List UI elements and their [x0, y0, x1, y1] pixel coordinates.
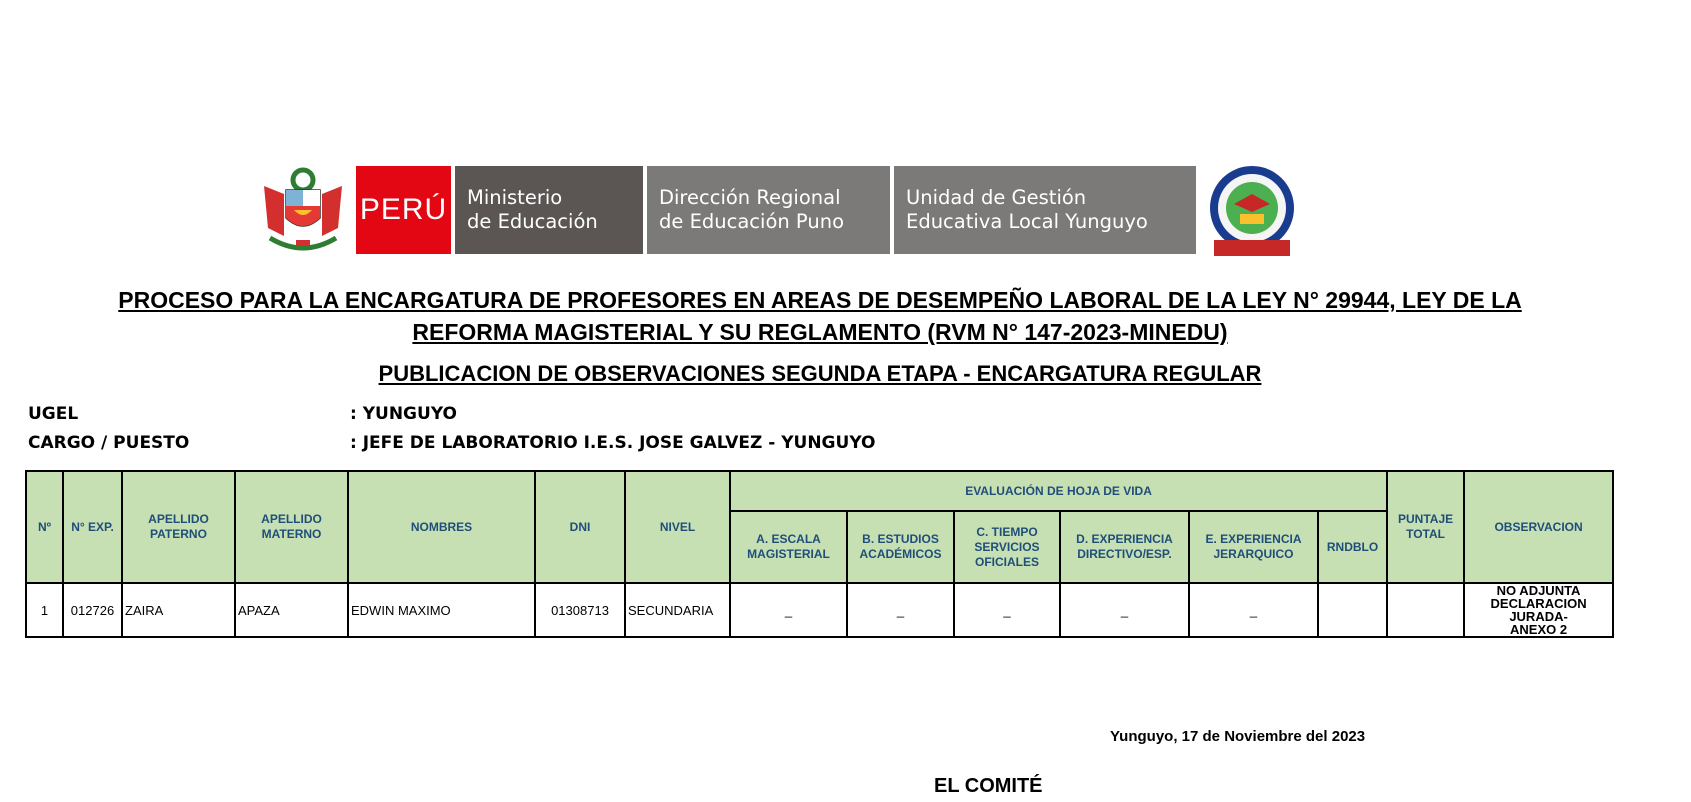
cell-estudios: _	[847, 583, 954, 637]
footer-date: Yunguyo, 17 de Noviembre del 2023	[1110, 728, 1366, 745]
table-row	[26, 583, 1613, 637]
header-nombres: NOMBRES	[348, 471, 535, 583]
header-puntaje	[1387, 471, 1464, 583]
header-directivo-1: D. EXPERIENCIA	[1076, 532, 1173, 546]
header-estudios-2: ACADÉMICOS	[859, 547, 942, 561]
ugel-unit-line-1: Unidad de Gestión	[906, 186, 1087, 209]
cell-directivo: _	[1060, 583, 1189, 637]
header-rndblo: RNDBLO	[1318, 511, 1387, 583]
header-exp: N° EXP.	[63, 471, 122, 583]
ugel-yunguyo-logo-icon	[1204, 164, 1300, 258]
header-estudios-1: B. ESTUDIOS	[862, 532, 939, 546]
header-tiempo-2: SERVICIOS	[974, 539, 1040, 554]
header-jerarquico	[1189, 511, 1318, 583]
header-jerarquico-1: E. EXPERIENCIA	[1205, 532, 1302, 546]
cell-paterno: ZAIRA	[122, 583, 235, 637]
header-puntaje-2: TOTAL	[1406, 527, 1445, 541]
header-observacion: OBSERVACION	[1464, 471, 1613, 583]
ministry-line-2: de Educación	[467, 210, 598, 233]
header-tiempo	[954, 511, 1060, 583]
main-title-line-1: PROCESO PARA LA ENCARGATURA DE PROFESORES EN AREAS DE DESEMPEÑO LABORAL DE LA LEY N° 29944, LEY DE LA	[118, 287, 1522, 313]
cell-exp: 012726	[63, 583, 122, 637]
header-escala-1: A. ESCALA	[756, 532, 821, 546]
main-title-line-2: REFORMA MAGISTERIAL Y SU REGLAMENTO (RVM N° 147-2023-MINEDU)	[412, 319, 1228, 345]
cargo-label: CARGO / PUESTO	[28, 433, 190, 453]
header-materno	[235, 471, 348, 583]
header-tiempo-3: OFICIALES	[974, 554, 1039, 569]
regional-line-2: de Educación Puno	[659, 210, 844, 233]
obs-line-1: NO ADJUNTA	[1496, 583, 1581, 598]
ministry-line-1: Ministerio	[467, 186, 563, 209]
header-directivo	[1060, 511, 1189, 583]
cell-nombres: EDWIN MAXIMO	[348, 583, 535, 637]
obs-line-2: DECLARACION JURADA-	[1490, 596, 1587, 624]
header-nivel: NIVEL	[625, 471, 730, 583]
header-materno-2: MATERNO	[261, 527, 322, 541]
cell-nivel: SECUNDARIA	[625, 583, 730, 637]
results-table	[25, 470, 1614, 638]
peru-coat-of-arms-icon	[258, 166, 348, 254]
cell-num: 1	[26, 583, 63, 637]
header-puntaje-1: PUNTAJE	[1398, 512, 1454, 526]
header-evaluacion: EVALUACIÓN DE HOJA DE VIDA	[730, 471, 1387, 511]
header-escala-2: MAGISTERIAL	[747, 547, 830, 561]
cell-jerarquico: _	[1189, 583, 1318, 637]
cell-materno: APAZA	[235, 583, 348, 637]
cell-rndblo	[1318, 583, 1387, 637]
peru-label: PERÚ	[356, 166, 451, 254]
ugel-unit-line-2: Educativa Local Yunguyo	[906, 210, 1148, 233]
header-escala	[730, 511, 847, 583]
ministry-box	[455, 166, 643, 254]
ugel-unit-box	[894, 166, 1196, 254]
header-dni: DNI	[535, 471, 625, 583]
header-jerarquico-2: JERARQUICO	[1213, 547, 1294, 561]
cell-puntaje	[1387, 583, 1464, 637]
cell-escala: _	[730, 583, 847, 637]
regional-line-1: Dirección Regional	[659, 186, 841, 209]
header-estudios	[847, 511, 954, 583]
header-materno-1: APELLIDO	[261, 512, 322, 526]
obs-line-3: ANEXO 2	[1510, 622, 1568, 637]
cell-tiempo: _	[954, 583, 1060, 637]
header-banner	[258, 166, 1300, 254]
cell-observacion	[1464, 583, 1613, 637]
regional-box	[647, 166, 890, 254]
header-num: Nº	[26, 471, 63, 583]
header-directivo-2: DIRECTIVO/ESP.	[1077, 547, 1172, 561]
subtitle: PUBLICACION DE OBSERVACIONES SEGUNDA ETAPA - ENCARGATURA REGULAR	[378, 361, 1262, 386]
header-paterno-2: PATERNO	[150, 527, 207, 541]
header-paterno-1: APELLIDO	[148, 512, 209, 526]
cargo-value: : JEFE DE LABORATORIO I.E.S. JOSE GALVEZ - YUNGUYO	[350, 433, 876, 453]
main-title	[20, 284, 1620, 348]
ugel-value: : YUNGUYO	[350, 404, 457, 424]
header-paterno	[122, 471, 235, 583]
header-tiempo-1: C. TIEMPO	[976, 524, 1038, 539]
ugel-label: UGEL	[28, 404, 79, 424]
cell-dni: 01308713	[535, 583, 625, 637]
committee-signature: EL COMITÉ	[934, 775, 1043, 797]
